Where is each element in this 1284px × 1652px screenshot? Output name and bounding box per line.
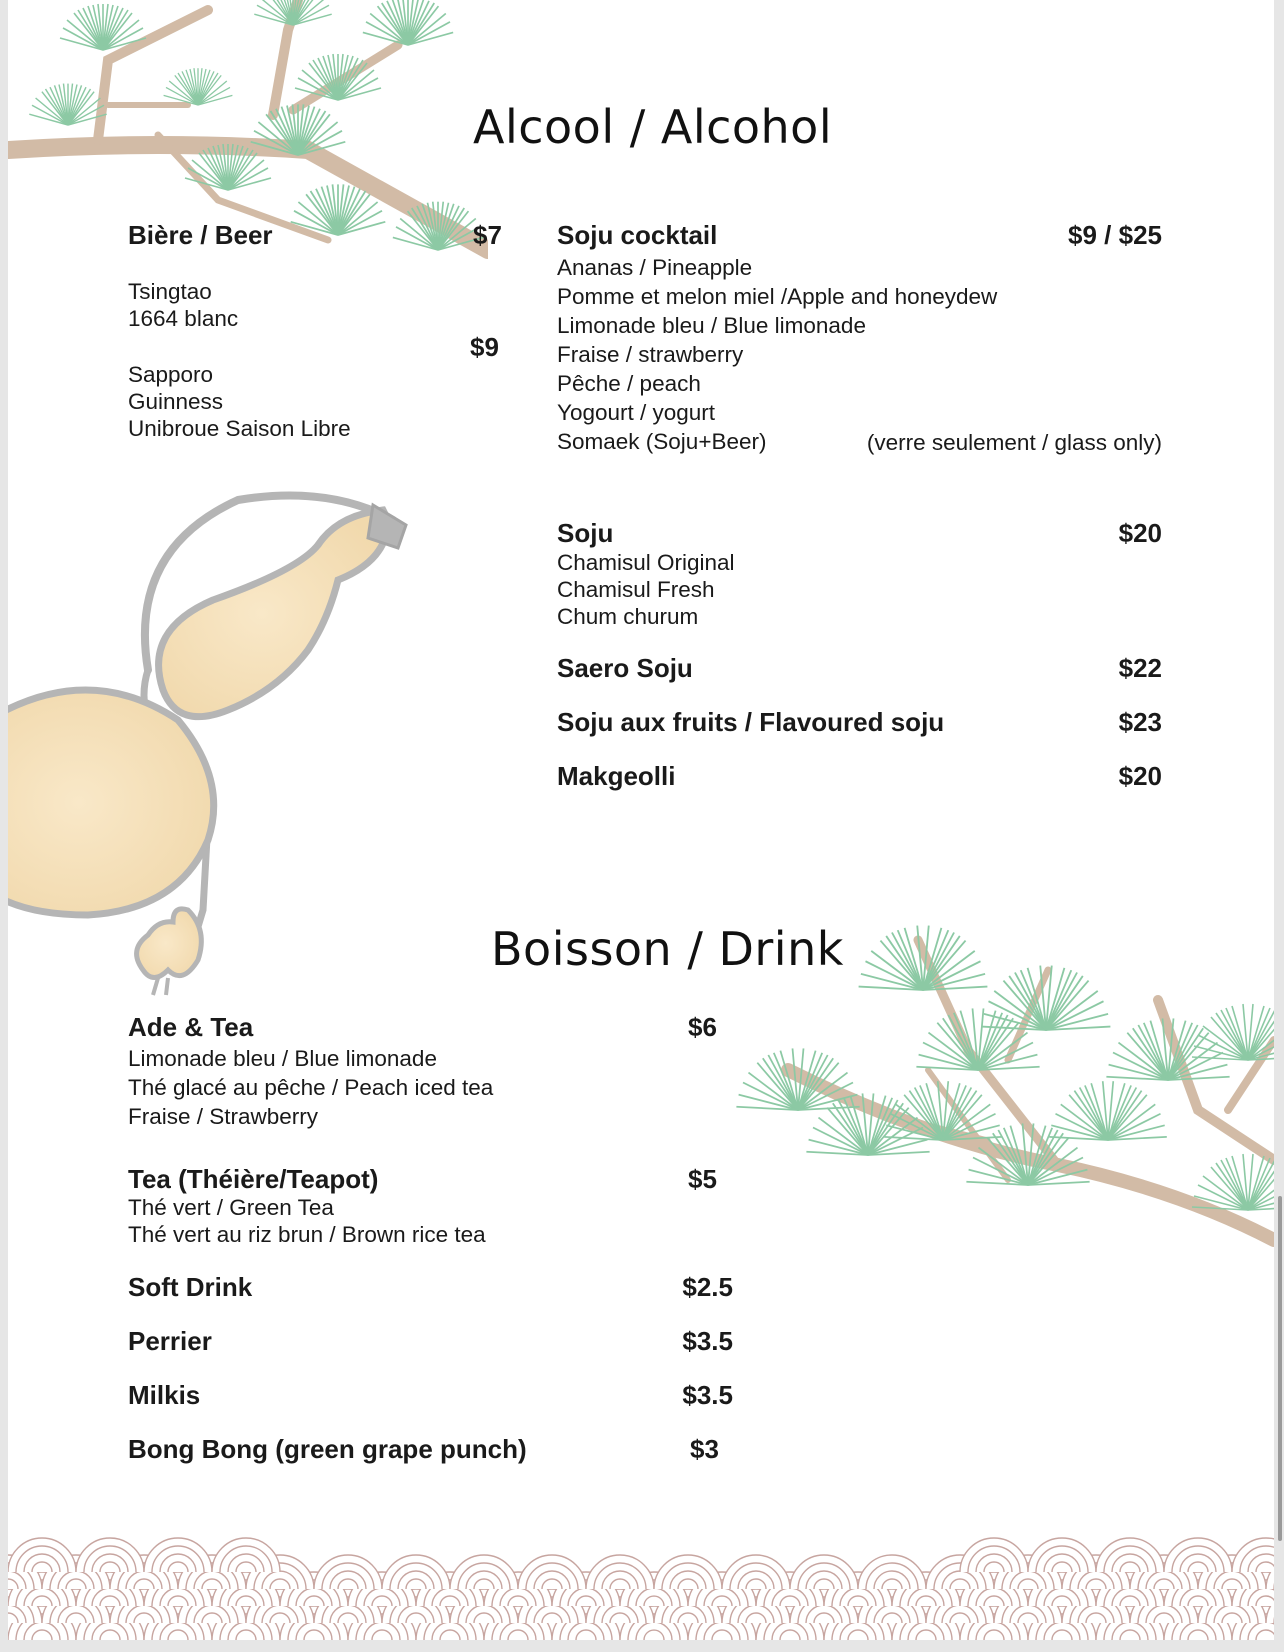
flavoured-soju-heading: Soju aux fruits / Flavoured soju xyxy=(557,707,945,737)
list-item: Guinness xyxy=(128,389,224,414)
list-item: Somaek (Soju+Beer) xyxy=(557,429,767,454)
list-item: Chamisul Original xyxy=(557,550,735,575)
wave-arc xyxy=(212,1538,280,1572)
wave-arc xyxy=(144,1538,212,1572)
soju-heading: Soju xyxy=(557,518,614,548)
list-item: Limonade bleu / Blue limonade xyxy=(557,313,866,338)
beer-heading: Bière / Beer xyxy=(128,220,273,250)
bong-bong-heading: Bong Bong (green grape punch) xyxy=(128,1434,527,1464)
wave-arc xyxy=(518,1555,586,1589)
saero-soju-price: $22 xyxy=(1118,653,1162,683)
wave-arc xyxy=(8,1538,76,1572)
ade-tea-list xyxy=(128,1044,493,1131)
list-item: Ananas / Pineapple xyxy=(557,255,753,280)
list-item: Yogourt / yogurt xyxy=(557,400,716,425)
soju-cocktail-price: $9 / $25 xyxy=(1068,220,1162,250)
list-item: Pêche / peach xyxy=(557,371,701,396)
soju-price: $20 xyxy=(1118,518,1162,548)
list-item: Fraise / strawberry xyxy=(557,342,744,367)
list-item: Sapporo xyxy=(128,362,214,387)
soju-list xyxy=(557,549,735,630)
list-item: Thé vert / Green Tea xyxy=(128,1195,334,1220)
somaek-note: (verre seulement / glass only) xyxy=(866,430,1162,455)
tea-list xyxy=(128,1194,486,1248)
wave-arc xyxy=(586,1555,654,1589)
list-item: Fraise / Strawberry xyxy=(128,1104,319,1129)
beer-price-2: $9 xyxy=(470,332,499,362)
wave-arc xyxy=(722,1555,790,1589)
menu-page xyxy=(8,0,1274,1640)
perrier-price: $3.5 xyxy=(682,1326,733,1356)
ade-tea-heading: Ade & Tea xyxy=(128,1012,254,1042)
soju-cocktail-list xyxy=(557,253,997,456)
wave-pattern-illustration xyxy=(8,1500,1274,1640)
wave-arc xyxy=(314,1555,382,1589)
list-item: Thé vert au riz brun / Brown rice tea xyxy=(128,1222,486,1247)
vertical-scrollbar[interactable] xyxy=(1278,1196,1282,1541)
saero-soju-heading: Saero Soju xyxy=(557,653,693,683)
drink-section-title: Boisson / Drink xyxy=(491,922,844,976)
wave-arc xyxy=(1028,1538,1096,1572)
list-item: Thé glacé au pêche / Peach iced tea xyxy=(128,1075,494,1100)
wave-arc xyxy=(858,1555,926,1589)
beer-list-1 xyxy=(128,278,238,332)
wave-arc xyxy=(1096,1538,1164,1572)
beer-list-2 xyxy=(128,361,351,442)
flavoured-soju-price: $23 xyxy=(1118,707,1162,737)
tea-heading: Tea (Théière/Teapot) xyxy=(128,1164,379,1194)
wave-arc xyxy=(1232,1538,1274,1572)
ade-tea-price: $6 xyxy=(688,1012,717,1042)
milkis-heading: Milkis xyxy=(128,1380,201,1410)
wave-arc xyxy=(450,1555,518,1589)
list-item: Unibroue Saison Libre xyxy=(128,416,351,441)
list-item: Tsingtao xyxy=(128,279,212,304)
soft-drink-heading: Soft Drink xyxy=(128,1272,253,1302)
wave-arc xyxy=(960,1538,1028,1572)
bong-bong-price: $3 xyxy=(690,1434,719,1464)
wave-arc xyxy=(1164,1538,1232,1572)
list-item: Chamisul Fresh xyxy=(557,577,715,602)
tea-price: $5 xyxy=(688,1164,717,1194)
gourd-bottle-illustration xyxy=(8,490,428,1010)
soft-drink-price: $2.5 xyxy=(682,1272,733,1302)
soju-cocktail-heading: Soju cocktail xyxy=(557,220,718,250)
list-item: Pomme et melon miel /Apple and honeydew xyxy=(557,284,998,309)
makgeolli-price: $20 xyxy=(1118,761,1162,791)
list-item: 1664 blanc xyxy=(128,306,239,331)
list-item: Limonade bleu / Blue limonade xyxy=(128,1046,437,1071)
wave-arc xyxy=(76,1538,144,1572)
makgeolli-heading: Makgeolli xyxy=(557,761,676,791)
alcohol-section-title: Alcool / Alcohol xyxy=(473,100,833,154)
list-item: Chum churum xyxy=(557,604,699,629)
beer-price-1: $7 xyxy=(473,220,502,250)
perrier-heading: Perrier xyxy=(128,1326,212,1356)
wave-arc xyxy=(790,1555,858,1589)
wave-arc xyxy=(382,1555,450,1589)
milkis-price: $3.5 xyxy=(682,1380,733,1410)
wave-arc xyxy=(654,1555,722,1589)
